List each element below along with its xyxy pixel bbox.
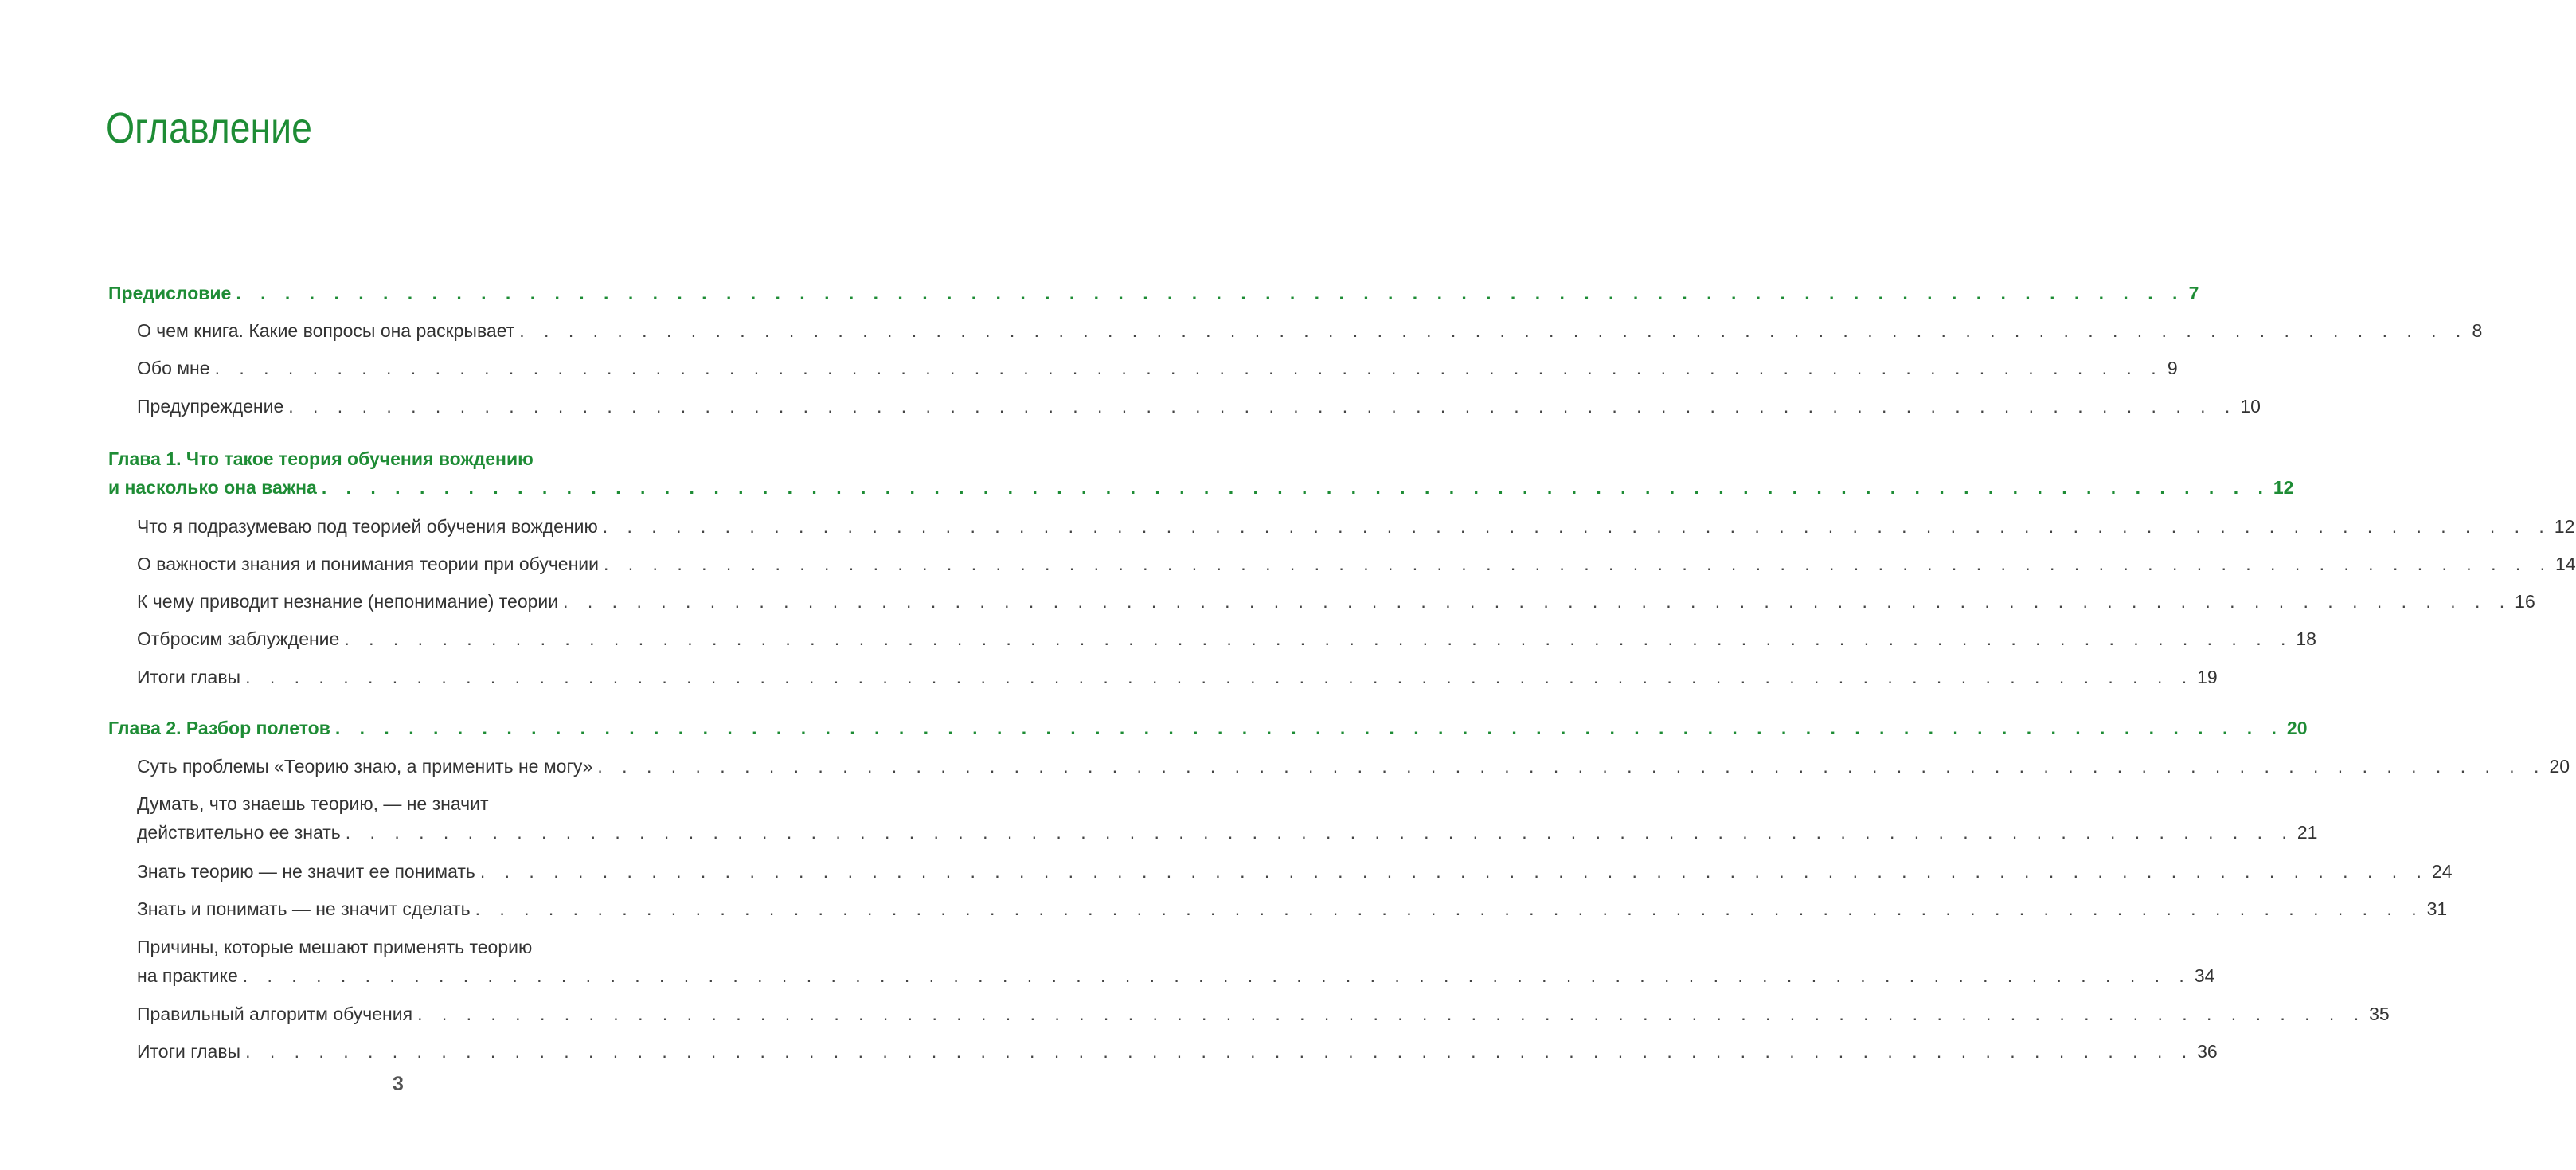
toc-entry-row [137, 550, 2576, 578]
toc-section-entry[interactable] [137, 587, 2535, 616]
dot-leader: . . . . . . . . . . . . . . . . . . . . . . . . . . . . . . . . . . . . . . . . . . . . . . . . . . . . . . . . . . . . . . . . . . . . . . . . . . . . . . . . [214, 358, 2164, 378]
toc-chapter-entry[interactable] [108, 279, 2199, 307]
toc-entry-title: и насколько она важна [108, 477, 317, 498]
toc-entry-row [137, 512, 2575, 541]
toc-page-number: 9 [2167, 358, 2178, 378]
page-number-footer: 3 [393, 1073, 404, 1095]
toc-page-number: 12 [2273, 477, 2294, 498]
toc-section-entry[interactable] [137, 624, 2316, 653]
toc-page-number: 18 [2296, 628, 2316, 649]
toc-entry-row [137, 961, 2215, 990]
toc-section-entry[interactable] [137, 857, 2453, 886]
toc-entry-row [108, 279, 2199, 307]
toc-entry-title: Что я подразумеваю под теорией обучения вождению [137, 516, 598, 537]
toc-page-number: 16 [2515, 591, 2535, 612]
dot-leader: . . . . . . . . . . . . . . . . . . . . . . . . . . . . . . . . . . . . . . . . . . . . . . . . . . . . . . . . . . . . . . . . . . . . . . . . . . . . . . . . [604, 554, 2553, 574]
toc-entry-title: Итоги главы [137, 667, 241, 687]
toc-section-entry[interactable] [137, 550, 2576, 578]
toc-entry-title: О важности знания и понимания теории при обучении [137, 554, 599, 574]
dot-leader: . . . . . . . . . . . . . . . . . . . . . . . . . . . . . . . . . . . . . . . . . . . . . . . . . . . . . . . . . . . . . . . . . . . . . . . . . . . . . . . . [242, 965, 2191, 986]
toc-section-entry[interactable] [137, 392, 2261, 421]
dot-leader: . . . . . . . . . . . . . . . . . . . . . . . . . . . . . . . . . . . . . . . . . . . . . . . . . . . . . . . . . . . . . . . . . . . . . . . . . . . . . . . . [245, 667, 2195, 687]
toc-entry-title: Знать теорию — не значит ее понимать [137, 861, 475, 882]
dot-leader: . . . . . . . . . . . . . . . . . . . . . . . . . . . . . . . . . . . . . . . . . . . . . . . . . . . . . . . . . . . . . . . . . . . . . . . . . . . . . . . . [321, 477, 2270, 498]
toc-entry-row [137, 818, 2318, 847]
toc-section-entry[interactable] [137, 1037, 2218, 1066]
toc-entry-title: Знать и понимать — не значит сделать [137, 898, 471, 919]
toc-entry-title: на практике [137, 965, 238, 986]
toc-entry-row [137, 587, 2535, 616]
toc-entry-title: О чем книга. Какие вопросы она раскрывает [137, 320, 515, 341]
dot-leader: . . . . . . . . . . . . . . . . . . . . . . . . . . . . . . . . . . . . . . . . . . . . . . . . . . . . . . . . . . . . . . . . . . . . . . . . . . . . . . . . [334, 718, 2284, 738]
dot-leader: . . . . . . . . . . . . . . . . . . . . . . . . . . . . . . . . . . . . . . . . . . . . . . . . . . . . . . . . . . . . . . . . . . . . . . . . . . . . . . . . [563, 591, 2512, 612]
toc-section-entry[interactable] [137, 752, 2570, 781]
toc-entry-row [137, 894, 2448, 923]
dot-leader: . . . . . . . . . . . . . . . . . . . . . . . . . . . . . . . . . . . . . . . . . . . . . . . . . . . . . . . . . . . . . . . . . . . . . . . . . . . . . . . . [417, 1004, 2367, 1024]
toc-entry-row [137, 316, 2483, 345]
toc-entry-row [108, 473, 2294, 502]
toc-section-entry[interactable] [137, 316, 2483, 345]
toc-entry-title: Отбросим заблуждение [137, 628, 340, 649]
toc-entry-row [137, 392, 2261, 421]
toc-entry-title: Предисловие [108, 283, 232, 303]
toc-entry-title: Обо мне [137, 358, 210, 378]
toc-entry-title-line: Глава 1. Что такое теория обучения вождению [108, 448, 534, 469]
dot-leader: . . . . . . . . . . . . . . . . . . . . . . . . . . . . . . . . . . . . . . . . . . . . . . . . . . . . . . . . . . . . . . . . . . . . . . . . . . . . . . . . [245, 1041, 2195, 1062]
dot-leader: . . . . . . . . . . . . . . . . . . . . . . . . . . . . . . . . . . . . . . . . . . . . . . . . . . . . . . . . . . . . . . . . . . . . . . . . . . . . . . . . [344, 628, 2293, 649]
dot-leader: . . . . . . . . . . . . . . . . . . . . . . . . . . . . . . . . . . . . . . . . . . . . . . . . . . . . . . . . . . . . . . . . . . . . . . . . . . . . . . . . [236, 283, 2185, 303]
dot-leader: . . . . . . . . . . . . . . . . . . . . . . . . . . . . . . . . . . . . . . . . . . . . . . . . . . . . . . . . . . . . . . . . . . . . . . . . . . . . . . . . [288, 396, 2238, 417]
toc-entry-row [137, 624, 2316, 653]
toc-entry-row [137, 354, 2178, 382]
toc-page-number: 24 [2431, 861, 2453, 882]
toc-page-number: 10 [2240, 396, 2261, 417]
toc-chapter-entry[interactable] [108, 714, 2308, 742]
toc-entry-title: Глава 2. Разбор полетов [108, 718, 330, 738]
toc-page-number: 36 [2197, 1041, 2218, 1062]
toc-page-number: 8 [2472, 320, 2483, 341]
toc-entry-row [137, 857, 2453, 886]
toc-page-number: 20 [2286, 718, 2308, 738]
toc-page-number: 12 [2554, 516, 2575, 537]
dot-leader: . . . . . . . . . . . . . . . . . . . . . . . . . . . . . . . . . . . . . . . . . . . . . . . . . . . . . . . . . . . . . . . . . . . . . . . . . . . . . . . . [345, 822, 2294, 843]
dot-leader: . . . . . . . . . . . . . . . . . . . . . . . . . . . . . . . . . . . . . . . . . . . . . . . . . . . . . . . . . . . . . . . . . . . . . . . . . . . . . . . . [479, 861, 2429, 882]
toc-section-entry[interactable] [137, 933, 2215, 990]
toc-entry-title: действительно ее знать [137, 822, 341, 843]
toc-entry-row [137, 752, 2570, 781]
toc-entry-title: Предупреждение [137, 396, 284, 417]
dot-leader: . . . . . . . . . . . . . . . . . . . . . . . . . . . . . . . . . . . . . . . . . . . . . . . . . . . . . . . . . . . . . . . . . . . . . . . . . . . . . . . . [475, 898, 2424, 919]
dot-leader: . . . . . . . . . . . . . . . . . . . . . . . . . . . . . . . . . . . . . . . . . . . . . . . . . . . . . . . . . . . . . . . . . . . . . . . . . . . . . . . . [519, 320, 2469, 341]
toc-page-number: 34 [2194, 965, 2215, 986]
toc-page-number: 14 [2555, 554, 2576, 574]
toc-page-number: 21 [2297, 822, 2318, 843]
toc-entry-title: Правильный алгоритм обучения [137, 1004, 413, 1024]
toc-entry-row [137, 1037, 2218, 1066]
toc-section-entry[interactable] [137, 894, 2448, 923]
toc-entry-title: Итоги главы [137, 1041, 241, 1062]
toc-page-number: 35 [2369, 1004, 2390, 1024]
toc-page-number: 19 [2197, 667, 2218, 687]
dot-leader: . . . . . . . . . . . . . . . . . . . . . . . . . . . . . . . . . . . . . . . . . . . . . . . . . . . . . . . . . . . . . . . . . . . . . . . . . . . . . . . . [597, 756, 2547, 777]
toc-section-entry[interactable] [137, 789, 2318, 847]
toc-entry-title-line: Причины, которые мешают применять теорию [137, 937, 533, 957]
toc-page-number: 20 [2549, 756, 2570, 777]
toc-section-entry[interactable] [137, 354, 2178, 382]
toc-entry-title: К чему приводит незнание (непонимание) теории [137, 591, 559, 612]
toc-section-entry[interactable] [137, 512, 2575, 541]
page-title: Оглавление [106, 104, 312, 152]
toc-entry-title-line: Думать, что знаешь теорию, — не значит [137, 793, 489, 814]
toc-entry-row [137, 663, 2218, 691]
toc-page-number: 7 [2188, 283, 2199, 303]
toc-section-entry[interactable] [137, 663, 2218, 691]
toc-entry-title: Суть проблемы «Теорию знаю, а применить не могу» [137, 756, 593, 777]
toc-entry-row [137, 1000, 2390, 1028]
dot-leader: . . . . . . . . . . . . . . . . . . . . . . . . . . . . . . . . . . . . . . . . . . . . . . . . . . . . . . . . . . . . . . . . . . . . . . . . . . . . . . . . [602, 516, 2551, 537]
toc-chapter-entry[interactable] [108, 444, 2294, 502]
toc-entry-row [108, 714, 2308, 742]
toc-section-entry[interactable] [137, 1000, 2390, 1028]
toc-page-number: 31 [2426, 898, 2448, 919]
